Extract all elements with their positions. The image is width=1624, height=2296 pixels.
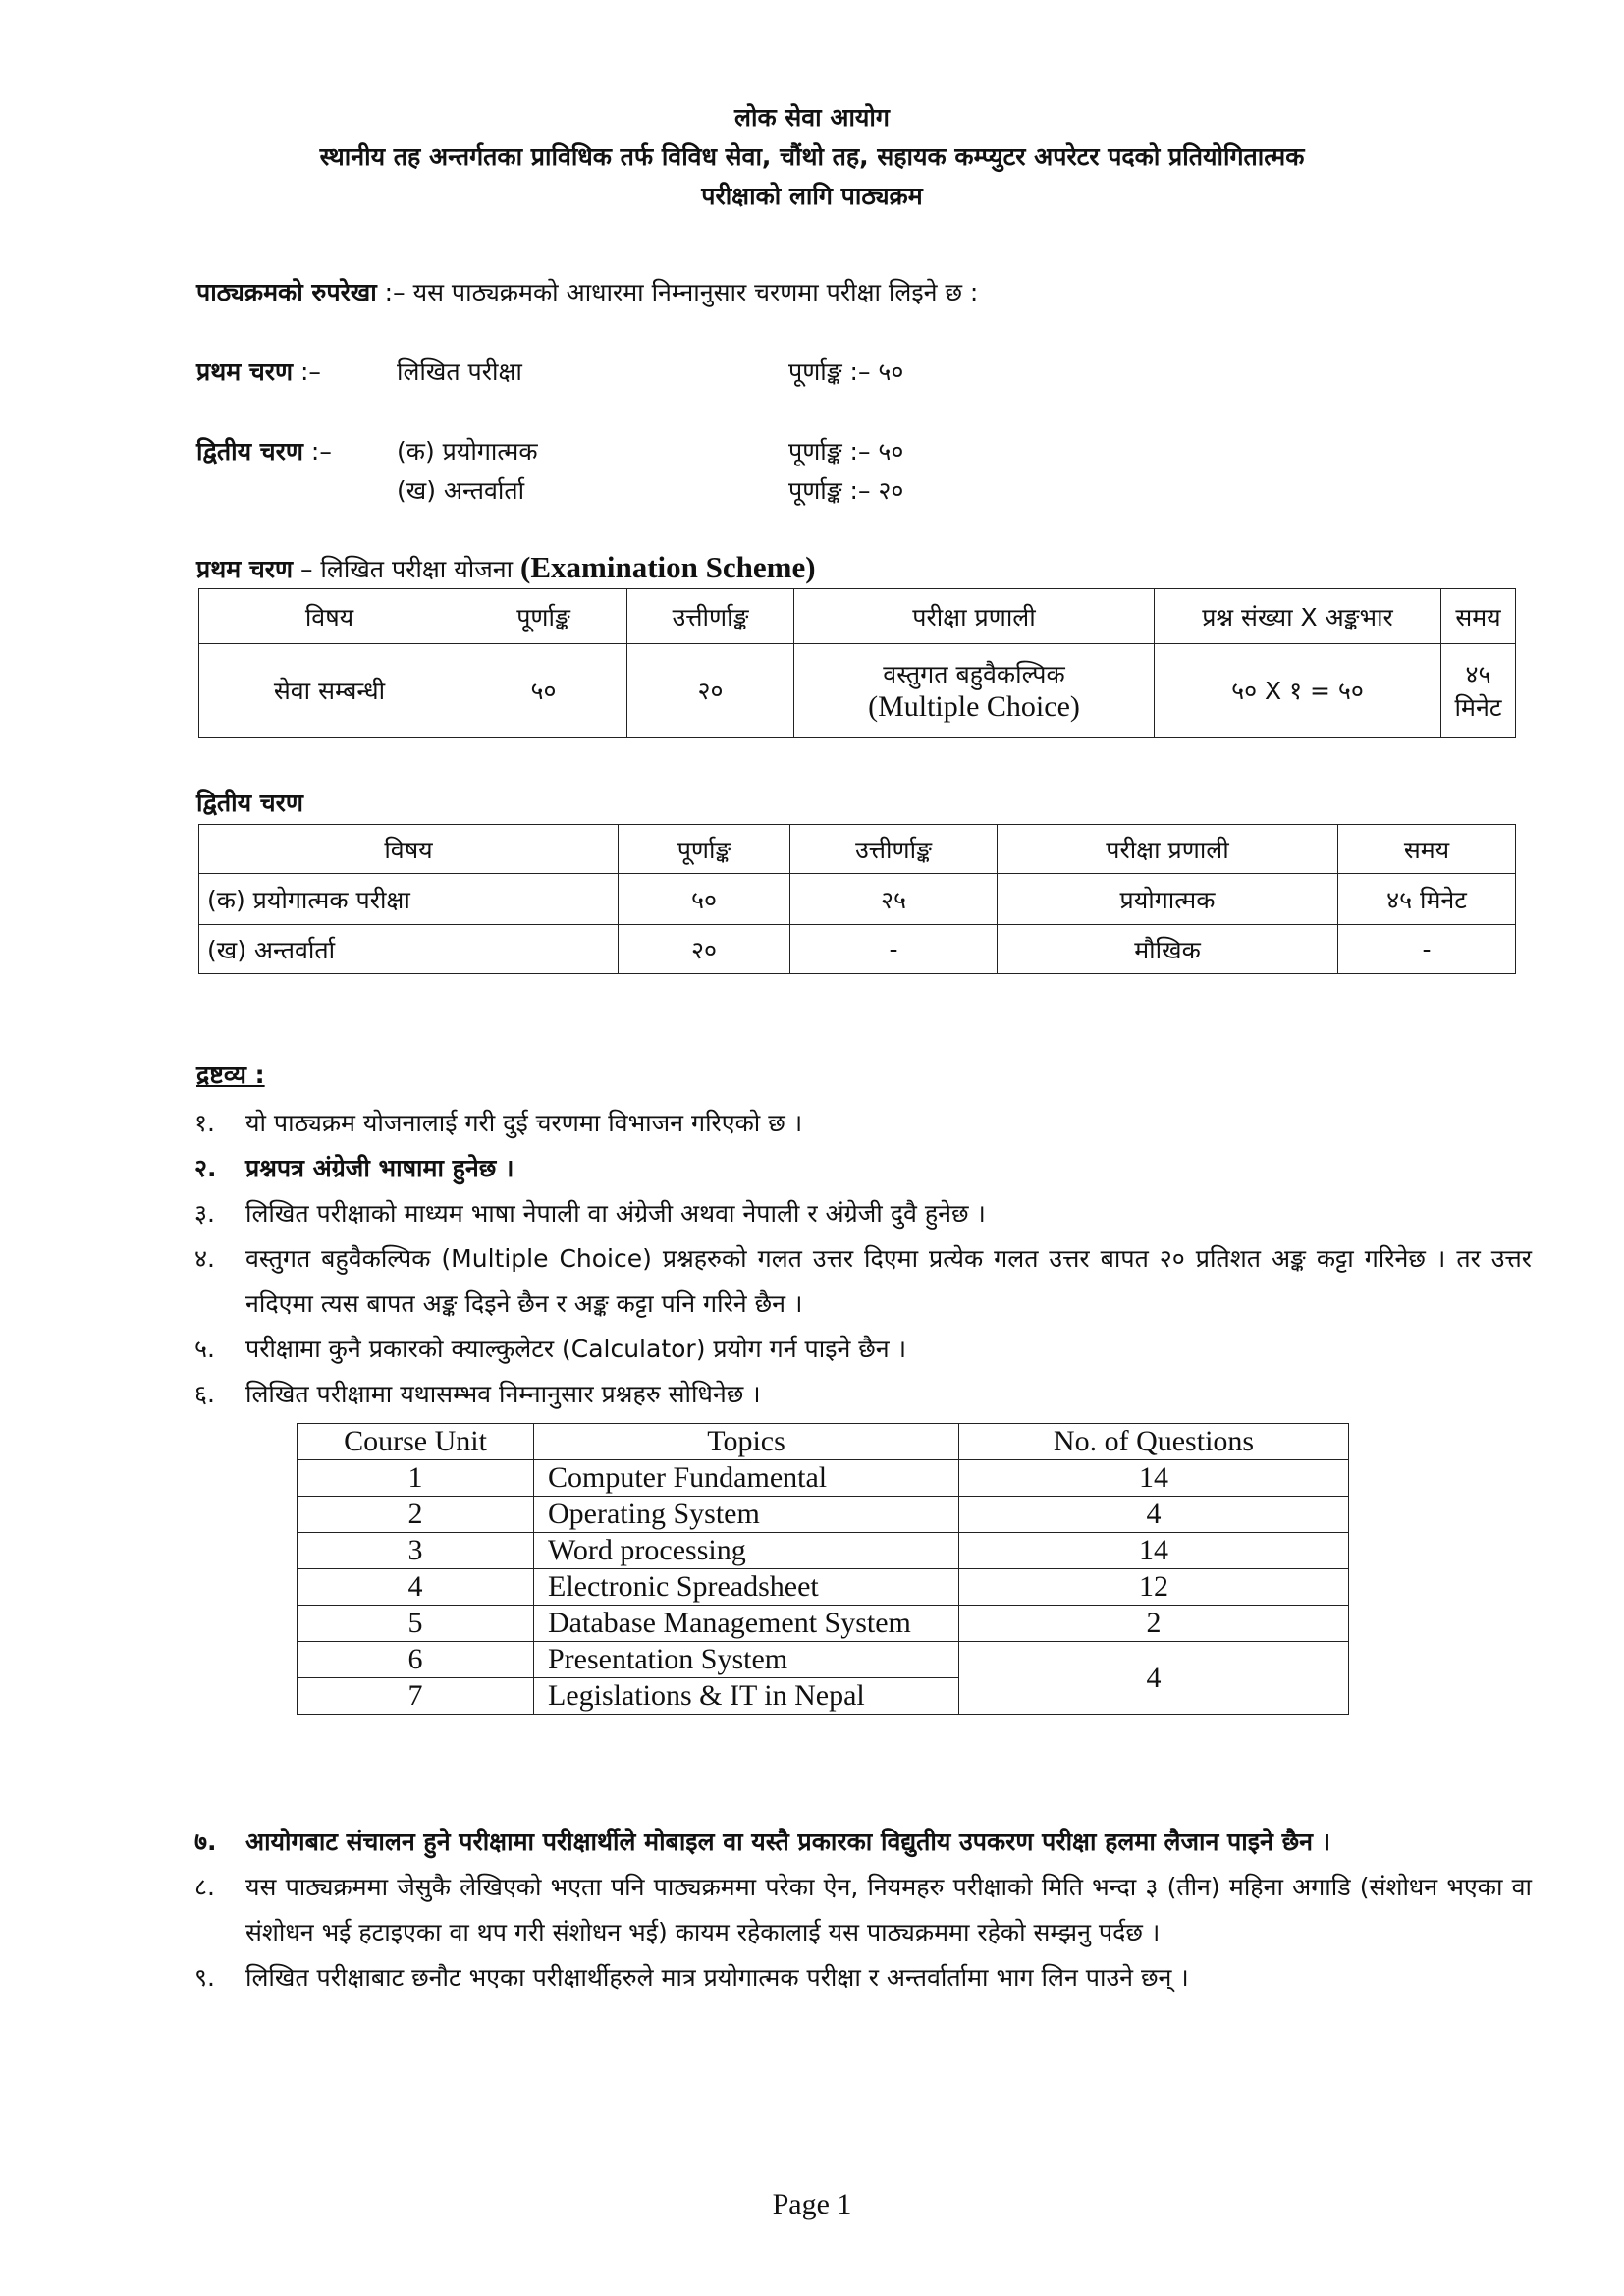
second-stage-full: २०	[619, 925, 790, 974]
course-header: No. of Questions	[959, 1424, 1349, 1460]
second-stage-full: ५०	[619, 874, 790, 925]
note-item	[194, 1865, 1532, 1955]
scheme-header: समय	[1441, 589, 1516, 644]
course-questions: 2	[959, 1606, 1349, 1642]
scheme-full-marks: ५०	[460, 644, 627, 738]
second-stage-row	[199, 874, 1516, 925]
note-text: प्रश्नपत्र अंग्रेजी भाषामा हुनेछ ।	[245, 1154, 514, 1182]
note-text: लिखित परीक्षामा यथासम्भव निम्नानुसार प्रश्नहरु सोधिनेछ ।	[245, 1380, 761, 1408]
second-stage-row	[199, 925, 1516, 974]
scheme-header: परीक्षा प्रणाली	[794, 589, 1155, 644]
course-topic: Presentation System	[534, 1642, 959, 1678]
outline-text: यस पाठ्यक्रमको आधारमा निम्नानुसार चरणमा परीक्षा लिइने छ :	[412, 278, 979, 306]
second-stage-label: द्वितीय चरण	[196, 437, 303, 465]
second-stage-marks-b: पूर्णाङ्क :– २०	[788, 476, 904, 505]
course-table	[297, 1423, 1349, 1715]
course-unit: 2	[298, 1497, 534, 1533]
course-row	[298, 1497, 1349, 1533]
course-topic: Computer Fundamental	[534, 1460, 959, 1497]
second-stage-header-row	[199, 825, 1516, 874]
note-text: लिखित परीक्षाबाट छनौट भएका परीक्षार्थीहरुले मात्र प्रयोगात्मक परीक्षा र अन्तर्वार्तामा भाग लिन पाउने छन् ।	[245, 1963, 1189, 1992]
header-commission: लोक सेवा आयोग	[734, 103, 890, 132]
notes-list	[194, 1101, 1532, 1417]
scheme-header: उत्तीर्णाङ्क	[627, 589, 794, 644]
scheme-system-np: वस्तुगत बहुवैकल्पिक	[883, 660, 1065, 688]
course-row	[298, 1533, 1349, 1569]
header-title: स्थानीय तह अन्तर्गतका प्राविधिक तर्फ विविध सेवा, चौंथो तह, सहायक कम्प्युटर अपरेटर पदको प्रतियोगितात्मक	[319, 142, 1305, 171]
course-unit: 4	[298, 1569, 534, 1606]
note-number: ३.	[194, 1199, 215, 1228]
course-topic: Electronic Spreadsheet	[534, 1569, 959, 1606]
note-item	[194, 1372, 1532, 1417]
course-questions: 4	[959, 1642, 1349, 1715]
course-topic: Legislations & IT in Nepal	[534, 1678, 959, 1715]
scheme-row	[199, 644, 1516, 738]
course-row	[298, 1460, 1349, 1497]
exam-scheme-table	[198, 588, 1516, 738]
note-number: ६.	[194, 1380, 215, 1408]
note-number: २.	[194, 1154, 217, 1182]
course-questions: 12	[959, 1569, 1349, 1606]
course-unit: 7	[298, 1678, 534, 1715]
scheme-system-en: (Multiple Choice)	[868, 690, 1080, 723]
second-stage-header: विषय	[199, 825, 619, 874]
note-text: यो पाठ्यक्रम योजनालाई गरी दुई चरणमा विभाजन गरिएको छ ।	[245, 1109, 803, 1137]
course-unit: 5	[298, 1606, 534, 1642]
second-stage-header: समय	[1338, 825, 1516, 874]
first-stage-sep: :–	[293, 357, 321, 386]
scheme-title-en: (Examination Scheme)	[520, 550, 816, 584]
scheme-exam-system	[794, 644, 1155, 738]
course-header-row	[298, 1424, 1349, 1460]
note-number: ९.	[194, 1963, 215, 1992]
scheme-time: ४५ मिनेट	[1441, 644, 1516, 738]
scheme-title	[196, 550, 816, 585]
syllabus-outline	[196, 275, 978, 308]
scheme-header: विषय	[199, 589, 460, 644]
note-number: १.	[194, 1109, 215, 1137]
course-unit: 6	[298, 1642, 534, 1678]
second-stage-header: परीक्षा प्रणाली	[998, 825, 1338, 874]
second-stage-line	[196, 434, 332, 467]
course-topic: Operating System	[534, 1497, 959, 1533]
course-row	[298, 1606, 1349, 1642]
course-topic: Word processing	[534, 1533, 959, 1569]
header-subtitle: परीक्षाको लागि पाठ्यक्रम	[701, 182, 923, 210]
outline-label: पाठ्यक्रमको रुपरेखा	[196, 278, 377, 306]
scheme-pass-marks: २०	[627, 644, 794, 738]
second-stage-subject: (क) प्रयोगात्मक परीक्षा	[199, 874, 619, 925]
note-text: वस्तुगत बहुवैकल्पिक (Multiple Choice) प्रश्नहरुको गलत उत्तर दिएमा प्रत्येक गलत उत्तर बापत २० प्रतिशत अङ्क कट्टा गरिनेछ । तर उत्तर नदिएमा त्यस बापत अङ्क दिइने छैन र अङ्क कट्टा पनि गरिने छैन ।	[245, 1244, 1532, 1318]
second-stage-pass: २५	[790, 874, 998, 925]
page-number: Page 1	[772, 2188, 852, 2220]
second-stage-time: -	[1338, 925, 1516, 974]
scheme-header: पूर्णाङ्क	[460, 589, 627, 644]
note-number: ७.	[194, 1828, 217, 1856]
first-stage-label: प्रथम चरण	[196, 357, 294, 386]
second-stage-system: प्रयोगात्मक	[998, 874, 1338, 925]
second-stage-item-a: (क) प्रयोगात्मक	[397, 437, 538, 465]
note-number: ५.	[194, 1335, 215, 1363]
scheme-title-label: प्रथम चरण	[196, 555, 294, 583]
note-item	[194, 1101, 1532, 1146]
second-stage-item-b: (ख) अन्तर्वार्ता	[397, 476, 525, 505]
second-stage-sep: :–	[302, 437, 332, 465]
note-text: परीक्षामा कुनै प्रकारको क्याल्कुलेटर (Calculator) प्रयोग गर्न पाइने छैन ।	[245, 1335, 907, 1363]
course-header: Course Unit	[298, 1424, 534, 1460]
note-text: लिखित परीक्षाको माध्यम भाषा नेपाली वा अंग्रेजी अथवा नेपाली र अंग्रेजी दुवै हुनेछ ।	[245, 1199, 986, 1228]
note-text: आयोगबाट संचालन हुने परीक्षामा परीक्षार्थीले मोबाइल वा यस्तै प्रकारका विद्युतीय उपकरण परीक्षा हलमा लैजान पाइने छैन ।	[245, 1828, 1331, 1856]
second-stage-title: द्वितीय चरण	[196, 789, 303, 817]
scheme-title-text: – लिखित परीक्षा योजना	[293, 555, 521, 583]
course-questions: 4	[959, 1497, 1349, 1533]
second-stage-table	[198, 824, 1516, 974]
course-unit: 1	[298, 1460, 534, 1497]
course-unit: 3	[298, 1533, 534, 1569]
note-item	[194, 1955, 1532, 2000]
course-row	[298, 1642, 1349, 1678]
second-stage-header: पूर्णाङ्क	[619, 825, 790, 874]
note-item	[194, 1191, 1532, 1236]
scheme-subject: सेवा सम्बन्धी	[199, 644, 460, 738]
note-item	[194, 1146, 1532, 1191]
course-questions: 14	[959, 1533, 1349, 1569]
notes-title: द्रष्टव्य :	[196, 1061, 265, 1089]
note-number: ४.	[194, 1244, 215, 1273]
note-item	[194, 1327, 1532, 1372]
scheme-questions: ५० X १ = ५०	[1155, 644, 1441, 738]
course-questions: 14	[959, 1460, 1349, 1497]
scheme-header: प्रश्न संख्या X अङ्कभार	[1155, 589, 1441, 644]
second-stage-header: उत्तीर्णाङ्क	[790, 825, 998, 874]
outline-sep: :–	[376, 278, 413, 306]
first-stage-line	[196, 355, 321, 388]
document-header	[0, 98, 1624, 216]
course-header: Topics	[534, 1424, 959, 1460]
note-text: यस पाठ्यक्रममा जेसुकै लेखिएको भएता पनि पाठ्यक्रममा परेका ऐन, नियमहरु परीक्षाको मिति भन्दा ३ (तीन) महिना अगाडि (संशोधन भएका वा संशोधन भई हटाइएका वा थप गरी संशोधन भई) कायम रहेकालाई यस पाठ्यक्रममा रहेको सम्झनु पर्दछ ।	[245, 1873, 1532, 1946]
notes-list-continued	[194, 1820, 1532, 2000]
scheme-header-row	[199, 589, 1516, 644]
second-stage-system: मौखिक	[998, 925, 1338, 974]
first-stage-item: लिखित परीक्षा	[397, 357, 522, 386]
note-item	[194, 1820, 1532, 1865]
second-stage-marks-a: पूर्णाङ्क :– ५०	[788, 437, 904, 465]
second-stage-pass: -	[790, 925, 998, 974]
second-stage-subject: (ख) अन्तर्वार्ता	[199, 925, 619, 974]
second-stage-time: ४५ मिनेट	[1338, 874, 1516, 925]
first-stage-marks: पूर्णाङ्क :– ५०	[788, 357, 904, 386]
note-item	[194, 1236, 1532, 1327]
course-row	[298, 1569, 1349, 1606]
note-number: ८.	[194, 1873, 215, 1901]
course-topic: Database Management System	[534, 1606, 959, 1642]
